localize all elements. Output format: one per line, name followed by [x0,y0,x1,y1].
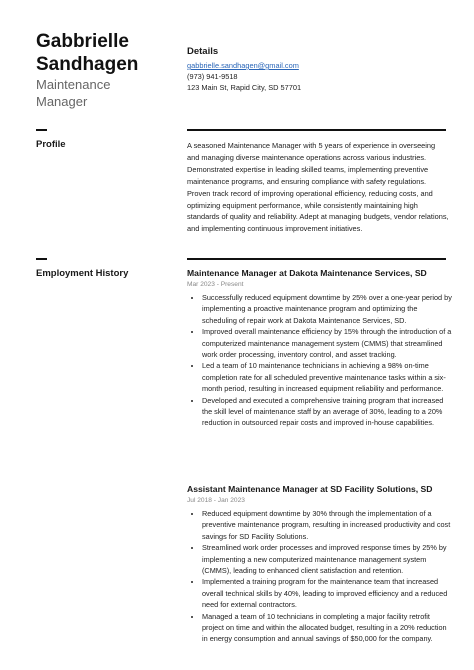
job-bullet: • Managed a team of 10 technicians in completing a major facility retrofit project on time and within the allocated budget, resulting in a 20% reduction in energy consumption and annual savings of $50,000 for the company. [202,611,452,645]
profile-divider-right [187,129,446,131]
address: 123 Main St, Rapid City, SD 57701 [187,83,302,92]
job-dates: Jul 2018 - Jan 2023 [187,497,245,504]
job-bullet-list [187,292,452,429]
employment-divider-right [187,258,446,260]
job-bullet: • Implemented a training program for the maintenance team that increased overall technical skills by 40%, leading to improved efficiency and a reduced need for external contractors. [202,576,452,610]
job-bullet: • Successfully reduced equipment downtime by 25% over a one-year period by implementing a proactive maintenance program and optimizing the scheduling of repair work at Dakota Maintenance Services, SD. [202,292,452,326]
candidate-name: Gabbrielle Sandhagen [36,31,139,75]
job-bullet: • Led a team of 10 maintenance technicians in achieving a 98% on-time completion rate for all scheduled preventive maintenance tasks within a six-month period, resulting in increased equipment reliability and performance. [202,360,452,394]
profile-divider-left [36,129,47,131]
employment-heading: Employment History [36,268,129,279]
job-bullet: • Streamlined work order processes and improved response times by 25% by implementing a new computerized maintenance management system (CMMS), leading to enhanced client satisfaction and retention. [202,542,452,576]
job-bullet: • Reduced equipment downtime by 30% through the implementation of a preventive maintenance program, resulting in increased productivity and cost savings for SD Facility Solutions. [202,508,452,542]
details-section [187,46,447,93]
job-bullet: • Developed and executed a comprehensive training program that increased the skill level of maintenance staff by an average of 30%, leading to a 20% reduction in outsourced repair costs and improved in-house capabilities. [202,395,452,429]
job-entry [187,484,452,645]
employment-divider-left [36,258,47,260]
job-title: Assistant Maintenance Manager at SD Facility Solutions, SD [187,484,433,494]
job-bullet-list [187,508,452,645]
email-link[interactable]: gabbrielle.sandhagen@gmail.com [187,61,299,70]
job-bullet: • Improved overall maintenance efficiency by 15% through the introduction of a computerized maintenance management system (CMMS) that streamlined work order processing, inventory control, and asset tracking. [202,326,452,360]
candidate-role: Maintenance Manager [36,77,111,109]
job-entry [187,268,452,429]
details-heading: Details [187,46,219,57]
job-dates: Mar 2023 - Present [187,281,244,288]
phone-number: (973) 941-9518 [187,72,238,81]
profile-summary: A seasoned Maintenance Manager with 5 years of experience in overseeing and managing diverse maintenance operations across various industries. Demonstrated expertise in leading skilled teams, implementing preventive maintenance programs, and ensuring compliance with safety regulations. Proven track record of improving operational efficiency, reducing costs, and optimizing equipment performance, while consistently maintaining high standards of quality and reliability. Adept at managing budgets, vendor relations, and implementing continuous improvement initiatives. [187,141,449,234]
job-title: Maintenance Manager at Dakota Maintenance Services, SD [187,268,427,278]
profile-heading: Profile [36,139,66,150]
